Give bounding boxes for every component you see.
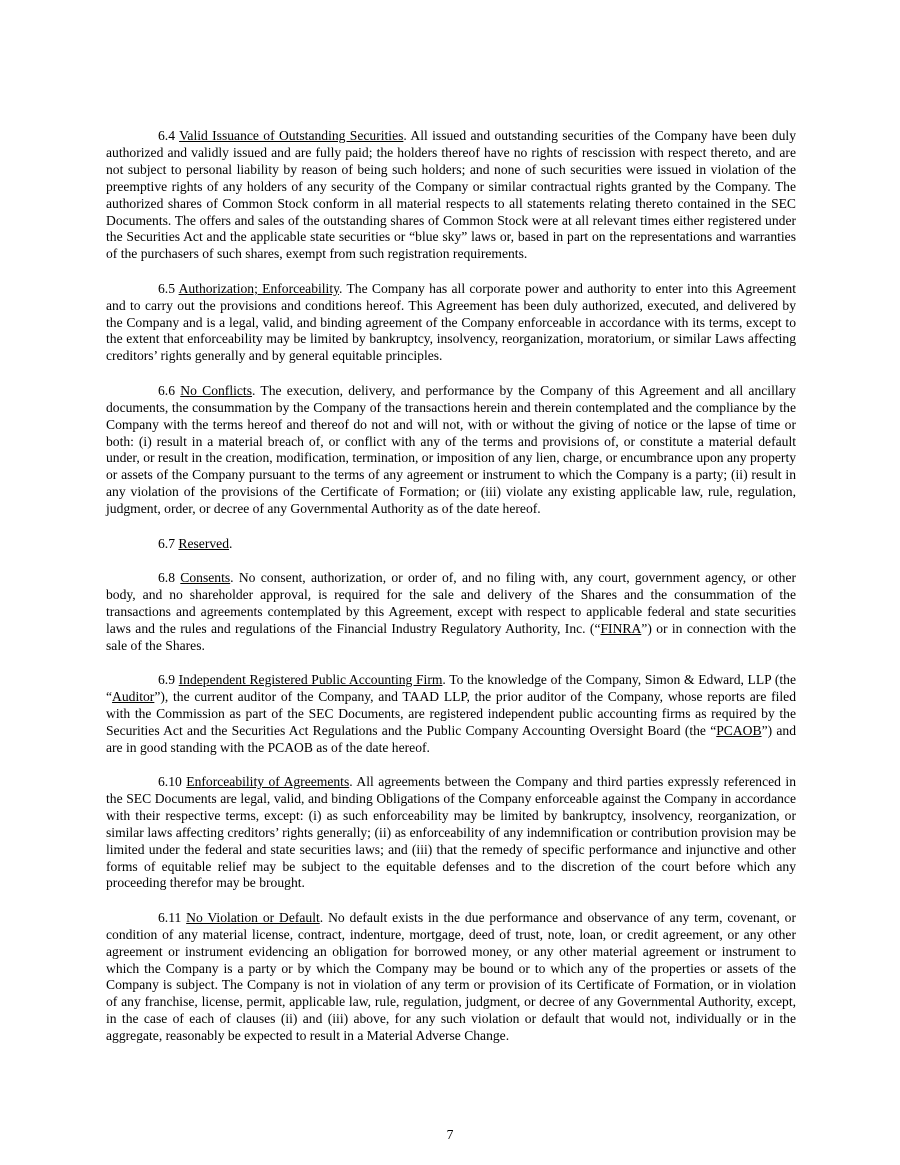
- section-body: The Company has all corporate power and authority to enter into this Agreement and to carry out the provisions and conditions hereof. This Agreement has been duly authorized, executed, and delivered by the Company and is a legal, valid, and binding agreement of the Company enforceable in accordance with its terms, except to the extent that enforceability may be limited by bankruptcy, insolvency, reorganization, moratorium, or similar Laws affecting creditors’ rights generally and by general equitable principles.: [106, 280, 796, 364]
- section-6-9: 6.9 Independent Registered Public Accounting Firm. To the knowledge of the Company, Simon & Edward, LLP (the “Auditor”), the current auditor of the Company, and TAAD LLP, the prior auditor of the Company, whose reports are filed with the Commission as part of the SEC Documents, are registered independent public accounting firms as required by the Securities Act and the Securities Act Regulations and the Public Company Accounting Oversight Board (the “PCAOB”) and are in good standing with the PCAOB as of the date hereof.: [106, 671, 796, 755]
- defined-term-auditor: Auditor: [112, 688, 155, 704]
- section-6-6: 6.6 No Conflicts. The execution, delivery, and performance by the Company of this Agreement and all ancillary documents, the consummation by the Company of the transactions herein and therein contemplated and the compliance by the Company with the terms hereof and thereof do not and will not, with or without the giving of notice or the lapse of time or both: (i) result in a material breach of, or conflict with any of the terms and provisions of, or constitute a material default under, or result in the creation, modification, termination, or imposition of any lien, charge, or encumbrance upon any property or assets of the Company pursuant to the terms of any agreement or instrument to which the Company is a party; (ii) result in any violation of the provisions of the Certificate of Formation; or (iii) violate any existing applicable law, rule, regulation, judgment, order, or decree of any Governmental Authority as of the date hereof.: [106, 382, 797, 517]
- section-heading: Enforceability of Agreements: [186, 774, 350, 789]
- section-number: 6.4: [158, 128, 175, 143]
- section-heading: No Violation or Default: [186, 909, 320, 925]
- section-body: ”) or in connection with the sale of the Shares.: [106, 620, 796, 653]
- page-number: 7: [446, 1127, 454, 1142]
- document-page: [106, 128, 796, 1063]
- section-body: The execution, delivery, and performance by the Company of this Agreement and all ancillary documents, the consummation by the Company of the transactions herein and therein contemplated and the compliance by the Company with the terms hereof and thereof do not and will not, with or without the giving of notice or the lapse of time or both: (i) result in a material breach of, or conflict with any of the terms and provisions of, or constitute a material default under, or result in the creation, modification, termination, or imposition of any lien, charge, or encumbrance upon any property or assets of the Company pursuant to the terms of any agreement or instrument to which the Company is a party; (ii) result in any violation of the provisions of the Certificate of Formation; or (iii) violate any existing applicable law, rule, regulation, judgment, order, or decree of any Governmental Authority as of the date hereof.: [106, 382, 797, 517]
- section-6-5: 6.5 Authorization; Enforceability. The Company has all corporate power and authority to enter into this Agreement and to carry out the provisions and conditions hereof. This Agreement has been duly authorized, executed, and delivered by the Company and is a legal, valid, and binding agreement of the Company enforceable in accordance with its terms, except to the extent that enforceability may be limited by bankruptcy, insolvency, reorganization, moratorium, or similar Laws affecting creditors’ rights generally and by general equitable principles.: [106, 280, 796, 364]
- section-body: To the knowledge of the Company, Simon & Edward, LLP (the “: [106, 671, 796, 704]
- section-body: ”), the current auditor of the Company, and TAAD LLP, the prior auditor of the Company, whose reports are filed with the Commission as part of the SEC Documents, are registered independent public accounting firms as required by the Securities Act and the Securities Act Regulations and the Public Company Accounting Oversight Board (the “: [106, 688, 796, 738]
- section-6-7: 6.7 Reserved.: [158, 535, 233, 551]
- section-number: 6.8: [158, 569, 175, 585]
- section-6-8: 6.8 Consents. No consent, authorization, or order of, and no filing with, any court, government agency, or other body, and no shareholder approval, is required for the sale and delivery of the Shares and the consummation of the transactions and agreements contemplated by this Agreement, except with respect to applicable federal and state securities laws and the rules and regulations of the Financial Industry Regulatory Authority, Inc. (“FINRA”) or in connection with the sale of the Shares.: [106, 569, 797, 653]
- section-6-4: 6.4 Valid Issuance of Outstanding Securities. All issued and outstanding securities of the Company have been duly authorized and validly issued and are fully paid; the holders thereof have no rights of rescission with respect thereto, and are not subject to personal liability by reason of being such holders; and none of such securities were issued in violation of the preemptive rights of any holders of any security of the Company or similar contractual rights granted by the Company. The authorized shares of Common Stock conform in all material respects to all statements relating thereto contained in the SEC Documents. The offers and sales of the outstanding shares of Common Stock were at all relevant times either registered under the Securities Act and the applicable state securities or “blue sky” laws or, based in part on the representations and warranties of the purchasers of such shares, exempt from such registration requirements.: [106, 128, 796, 262]
- defined-term-pcaob: PCAOB: [716, 722, 762, 738]
- section-6-10: 6.10 Enforceability of Agreements. All agreements between the Company and third parties expressly referenced in the SEC Documents are legal, valid, and binding Obligations of the Company enforceable against the Company in accordance with their respective terms, except: (i) as such enforceability may be limited by bankruptcy, insolvency, reorganization, or similar laws affecting creditors’ rights generally; (ii) as enforceability of any indemnification or contribution provision may be limited under the federal and state securities laws; and (iii) that the remedy of specific performance and injunctive and other forms of equitable relief may be subject to the equitable defenses and to the discretion of the court before which any proceeding therefor may be brought.: [106, 774, 796, 891]
- section-heading: Valid Issuance of Outstanding Securities: [179, 128, 404, 143]
- section-heading: Independent Registered Public Accounting Firm: [178, 671, 443, 687]
- section-number: 6.7: [158, 535, 175, 551]
- section-heading: No Conflicts: [180, 382, 252, 398]
- section-body: No consent, authorization, or order of, and no filing with, any court, government agency, or other body, and no shareholder approval, is required for the sale and delivery of the Shares and the consummation of the transactions and agreements contemplated by this Agreement, except with respect to applicable federal and state securities laws and the rules and regulations of the Financial Industry Regulatory Authority, Inc. (“: [106, 569, 797, 636]
- section-number: 6.9: [158, 671, 175, 687]
- section-heading: Reserved: [178, 535, 229, 551]
- section-heading: Consents: [180, 569, 231, 585]
- section-number: 6.6: [158, 382, 175, 398]
- section-number: 6.5: [158, 280, 175, 296]
- section-body: All issued and outstanding securities of the Company have been duly authorized and validly issued and are fully paid; the holders thereof have no rights of rescission with respect thereto, and are not subject to personal liability by reason of being such holders; and none of such securities were issued in violation of the preemptive rights of any holders of any security of the Company or similar contractual rights granted by the Company. The authorized shares of Common Stock conform in all material respects to all statements relating thereto contained in the SEC Documents. The offers and sales of the outstanding shares of Common Stock were at all relevant times either registered under the Securities Act and the applicable state securities or “blue sky” laws or, based in part on the representations and warranties of the purchasers of such shares, exempt from such registration requirements.: [106, 128, 796, 262]
- section-number: 6.10: [158, 774, 182, 789]
- section-6-11: 6.11 No Violation or Default. No default exists in the due performance and observance of any term, covenant, or condition of any material license, contract, indenture, mortgage, deed of trust, note, loan, or credit agreement, or any other agreement or instrument evidencing an obligation for borrowed money, or any other material agreement or instrument to which the Company is a party or by which the Company may be bound or to which any of the properties or assets of the Company is subject. The Company is not in violation of any term or provision of its Certificate of Formation, or in violation of any franchise, license, permit, applicable law, rule, regulation, judgment, or decree of any Governmental Authority, except, in the case of each of clauses (ii) and (iii) above, for any such violation or default that would not, individually or in the aggregate, reasonably be expected to result in a Material Adverse Change.: [106, 909, 797, 1044]
- section-heading: Authorization; Enforceability: [178, 280, 340, 296]
- section-body: ”) and are in good standing with the PCAOB as of the date hereof.: [106, 722, 796, 755]
- section-body: No default exists in the due performance and observance of any term, covenant, or condition of any material license, contract, indenture, mortgage, deed of trust, note, loan, or credit agreement, or any other agreement or instrument evidencing an obligation for borrowed money, or any other material agreement or instrument to which the Company is a party or by which the Company may be bound or to which any of the properties or assets of the Company is subject. The Company is not in violation of any term or provision of its Certificate of Formation, or in violation of any franchise, license, permit, applicable law, rule, regulation, judgment, or decree of any Governmental Authority, except, in the case of each of clauses (ii) and (iii) above, for any such violation or default that would not, individually or in the aggregate, reasonably be expected to result in a Material Adverse Change.: [106, 909, 797, 1044]
- defined-term-finra: FINRA: [600, 620, 642, 636]
- section-body: All agreements between the Company and third parties expressly referenced in the SEC Documents are legal, valid, and binding Obligations of the Company enforceable against the Company in accordance with their respective terms, except: (i) as such enforceability may be limited by bankruptcy, insolvency, reorganization, or similar laws affecting creditors’ rights generally; (ii) as enforceability of any indemnification or contribution provision may be limited under the federal and state securities laws; and (iii) that the remedy of specific performance and injunctive and other forms of equitable relief may be subject to the equitable defenses and to the discretion of the court before which any proceeding therefor may be brought.: [106, 774, 796, 891]
- section-number: 6.11: [158, 909, 182, 925]
